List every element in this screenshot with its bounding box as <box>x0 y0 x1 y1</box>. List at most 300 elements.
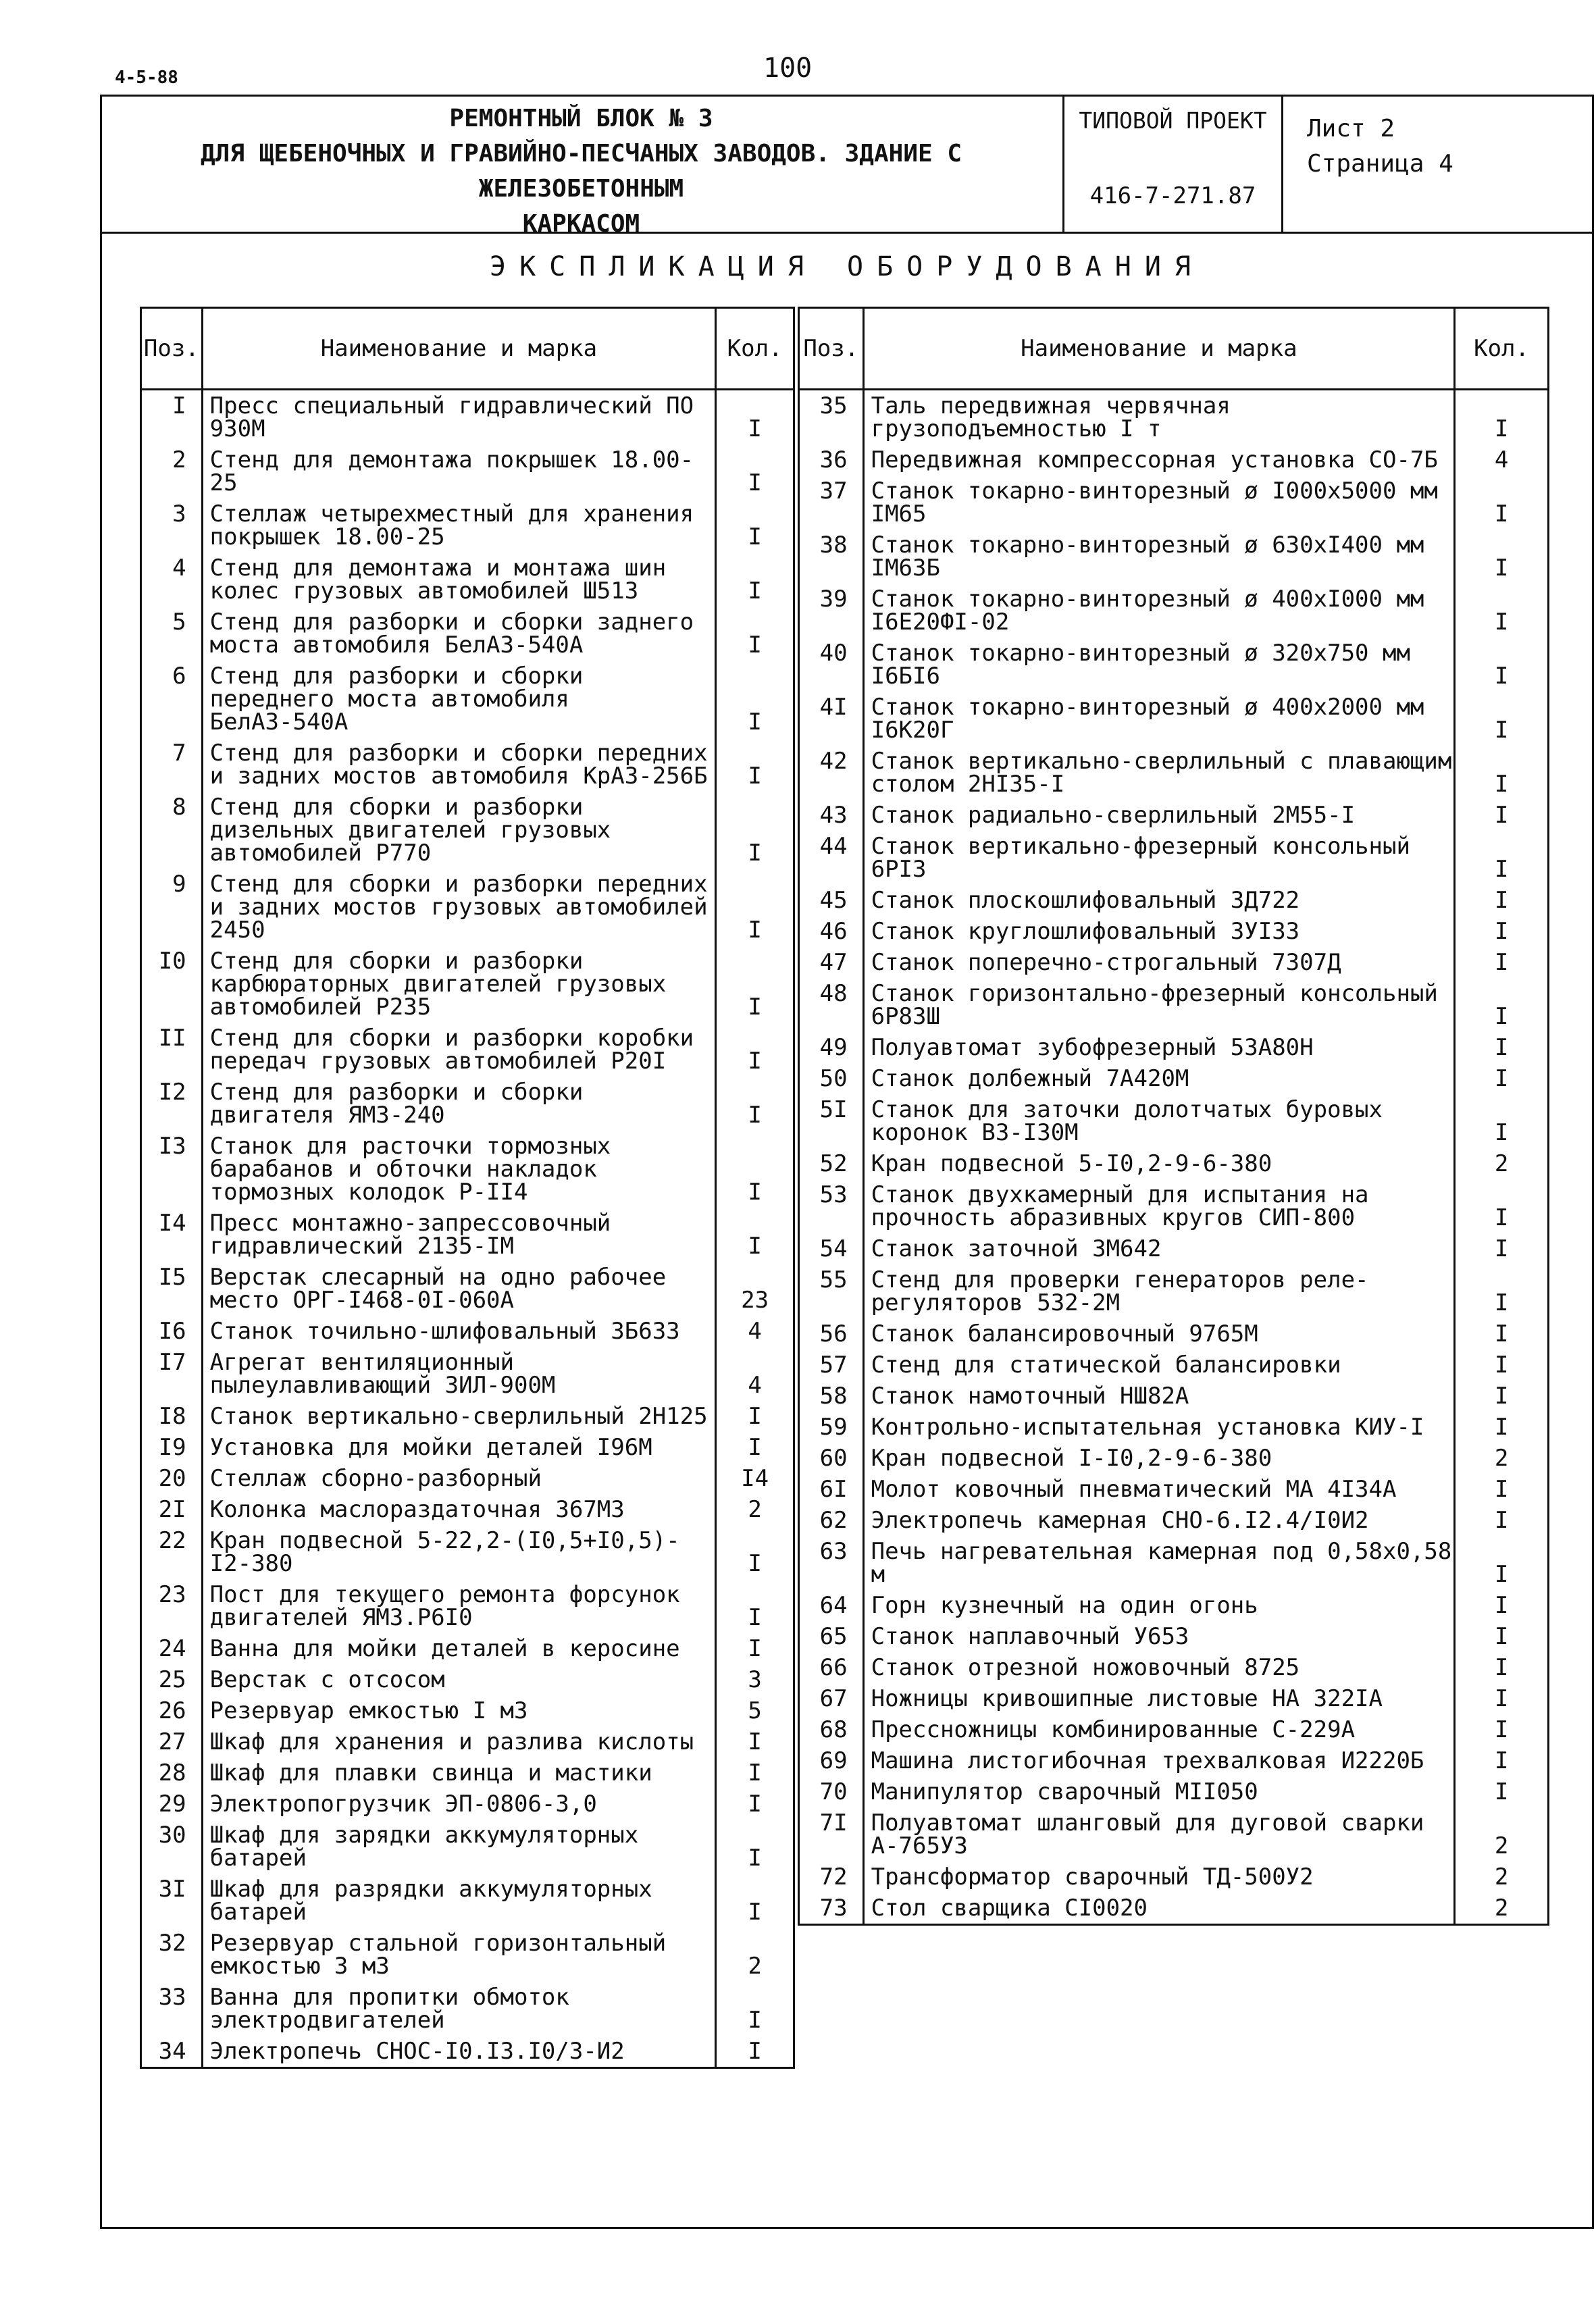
row-name: Верстак слесарный на одно рабочее место ОРГ-I468-0I-060А <box>202 1262 716 1316</box>
row-quantity: 4 <box>1455 444 1549 475</box>
row-quantity: I <box>1455 1590 1549 1621</box>
row-position: 6I <box>799 1474 864 1505</box>
row-quantity: I <box>1455 1621 1549 1652</box>
table-row <box>799 1318 1549 1349</box>
row-quantity: I <box>716 1789 794 1820</box>
table-row <box>799 1683 1549 1714</box>
table-row <box>141 1633 794 1664</box>
table-row <box>141 946 794 1023</box>
header-pos: Поз. <box>141 308 203 390</box>
table-row <box>141 1463 794 1494</box>
row-position: 34 <box>141 2036 203 2068</box>
title-line-1: РЕМОНТНЫЙ БЛОК № 3 <box>449 105 713 132</box>
row-quantity: I <box>1455 1381 1549 1412</box>
table-row <box>799 746 1549 800</box>
row-name: Станок отрезной ножовочный 8725 <box>863 1652 1455 1683</box>
row-name: Молот ковочный пневматический МА 4I34А <box>863 1474 1455 1505</box>
row-quantity: I <box>1455 638 1549 692</box>
row-quantity: I <box>1455 800 1549 831</box>
table-row <box>799 584 1549 638</box>
row-quantity: I <box>1455 947 1549 978</box>
row-position: 66 <box>799 1652 864 1683</box>
row-quantity: I <box>1455 1032 1549 1063</box>
table-row <box>141 1982 794 2036</box>
row-quantity: I <box>716 1525 794 1579</box>
table-row <box>141 1757 794 1789</box>
project-type: ТИПОВОЙ ПРОЕКТ <box>1079 107 1267 134</box>
row-quantity: I <box>1455 475 1549 530</box>
row-quantity: I <box>716 2036 794 2068</box>
table-body <box>799 390 1549 1925</box>
row-quantity: I <box>716 661 794 738</box>
table-row <box>799 978 1549 1032</box>
row-position: 52 <box>799 1148 864 1179</box>
table-row <box>799 1505 1549 1536</box>
equipment-table-right <box>798 307 1549 1926</box>
row-quantity: 4 <box>716 1347 794 1401</box>
row-name: Стенд для статической балансировки <box>863 1349 1455 1381</box>
row-position: 30 <box>141 1820 203 1874</box>
row-position: 9 <box>141 869 203 946</box>
row-position: 68 <box>799 1714 864 1745</box>
row-position: 46 <box>799 916 864 947</box>
table-row <box>141 1726 794 1757</box>
row-quantity: I <box>716 946 794 1023</box>
row-name: Станок токарно-винторезный ø I000х5000 мм IМ65 <box>863 475 1455 530</box>
row-name: Ванна для мойки деталей в керосине <box>202 1633 716 1664</box>
table-row <box>799 1094 1549 1148</box>
row-name: Стенд для сборки и разборки передних и задних мостов грузовых автомобилей 2450 <box>202 869 716 946</box>
row-position: I5 <box>141 1262 203 1316</box>
row-quantity: I <box>716 1874 794 1928</box>
table-row <box>799 475 1549 530</box>
row-position: 3 <box>141 498 203 552</box>
row-quantity: 4 <box>716 1316 794 1347</box>
row-name: Стенд для сборки и разборки коробки передач грузовых автомобилей Р20I <box>202 1023 716 1077</box>
row-position: 3I <box>141 1874 203 1928</box>
row-quantity: I <box>716 1131 794 1208</box>
row-quantity: I <box>716 444 794 498</box>
row-quantity: I <box>716 1023 794 1077</box>
row-name: Станок точильно-шлифовальный 3Б633 <box>202 1316 716 1347</box>
row-quantity: I <box>1455 1412 1549 1443</box>
row-position: 57 <box>799 1349 864 1381</box>
row-position: 7I <box>799 1807 864 1861</box>
row-quantity: I <box>1455 1349 1549 1381</box>
row-position: 22 <box>141 1525 203 1579</box>
table-header <box>141 308 794 390</box>
row-name: Шкаф для зарядки аккумуляторных батарей <box>202 1820 716 1874</box>
row-name: Стеллаж сборно-разборный <box>202 1463 716 1494</box>
project-code: 416-7-271.87 <box>1089 182 1256 209</box>
table-row <box>141 1664 794 1695</box>
row-quantity: I <box>716 607 794 661</box>
row-name: Электропогрузчик ЭП-0806-3,0 <box>202 1789 716 1820</box>
row-name: Станок токарно-винторезный ø 320х750 мм I6БI6 <box>863 638 1455 692</box>
row-position: 32 <box>141 1928 203 1982</box>
row-name: Стол сварщика СI0020 <box>863 1893 1455 1925</box>
table-row <box>141 1525 794 1579</box>
row-position: I0 <box>141 946 203 1023</box>
row-position: 37 <box>799 475 864 530</box>
row-quantity: I <box>716 1432 794 1463</box>
row-quantity: I <box>1455 1063 1549 1094</box>
header-qty: Кол. <box>1455 308 1549 390</box>
row-position: 38 <box>799 530 864 584</box>
row-name: Станок радиально-сверлильный 2М55-I <box>863 800 1455 831</box>
table-row <box>799 1264 1549 1318</box>
document-code: 4-5-88 <box>115 68 178 88</box>
row-position: 2I <box>141 1494 203 1525</box>
row-position: I2 <box>141 1077 203 1131</box>
row-name: Станок долбежный 7А420М <box>863 1063 1455 1094</box>
row-name: Станок заточной 3М642 <box>863 1233 1455 1264</box>
sheet-page: Страница 4 <box>1307 150 1453 178</box>
table-row <box>141 1316 794 1347</box>
row-quantity: 2 <box>1455 1443 1549 1474</box>
row-position: I6 <box>141 1316 203 1347</box>
row-quantity: I <box>716 1726 794 1757</box>
row-quantity: I <box>1455 1683 1549 1714</box>
row-quantity: I <box>1455 1233 1549 1264</box>
row-name: Кран подвесной 5-22,2-(I0,5+I0,5)-I2-380 <box>202 1525 716 1579</box>
table-row <box>799 916 1549 947</box>
table-row <box>141 1695 794 1726</box>
row-name: Стенд для разборки и сборки двигателя ЯМЗ-240 <box>202 1077 716 1131</box>
row-name: Шкаф для разрядки аккумуляторных батарей <box>202 1874 716 1928</box>
page-number: 100 <box>763 53 813 84</box>
table-row <box>799 1233 1549 1264</box>
row-quantity: I <box>716 1208 794 1262</box>
section-title: ЭКСПЛИКАЦИЯ ОБОРУДОВАНИЯ <box>490 251 1204 282</box>
row-quantity: I <box>1455 1776 1549 1807</box>
table-row <box>799 638 1549 692</box>
row-quantity: I <box>1455 746 1549 800</box>
row-quantity: 2 <box>1455 1148 1549 1179</box>
row-name: Трансформатор сварочный ТД-500У2 <box>863 1861 1455 1893</box>
row-name: Резервуар стальной горизонтальный емкостью 3 м3 <box>202 1928 716 1982</box>
table-row <box>799 1063 1549 1094</box>
row-position: 62 <box>799 1505 864 1536</box>
row-quantity: I <box>1455 692 1549 746</box>
row-quantity: I <box>1455 1536 1549 1590</box>
row-quantity: 2 <box>1455 1861 1549 1893</box>
row-quantity: I <box>1455 1505 1549 1536</box>
row-name: Стенд для разборки и сборки переднего моста автомобиля БелАЗ-540А <box>202 661 716 738</box>
table-row <box>799 1536 1549 1590</box>
row-position: 5I <box>799 1094 864 1148</box>
row-position: 4 <box>141 552 203 607</box>
row-quantity: I4 <box>716 1463 794 1494</box>
table-row <box>141 390 794 445</box>
title-block-divider <box>1281 95 1283 234</box>
row-position: 25 <box>141 1664 203 1695</box>
row-quantity: I <box>1455 1318 1549 1349</box>
table-row <box>141 444 794 498</box>
row-position: 44 <box>799 831 864 885</box>
row-position: 65 <box>799 1621 864 1652</box>
table-row <box>799 1652 1549 1683</box>
row-position: 36 <box>799 444 864 475</box>
row-name: Пресс специальный гидравлический ПО 930М <box>202 390 716 445</box>
row-name: Электропечь камерная СНО-6.I2.4/I0И2 <box>863 1505 1455 1536</box>
table-row <box>799 1893 1549 1925</box>
table-row <box>141 1432 794 1463</box>
row-name: Стеллаж четырехместный для хранения покрышек 18.00-25 <box>202 498 716 552</box>
row-position: I7 <box>141 1347 203 1401</box>
table-row <box>799 800 1549 831</box>
row-quantity: 3 <box>716 1664 794 1695</box>
row-position: 42 <box>799 746 864 800</box>
row-quantity: 5 <box>716 1695 794 1726</box>
row-position: 53 <box>799 1179 864 1233</box>
table-row <box>141 661 794 738</box>
row-position: 73 <box>799 1893 864 1925</box>
table-row <box>141 1208 794 1262</box>
row-name: Колонка маслораздаточная 367М3 <box>202 1494 716 1525</box>
row-name: Полуавтомат зубофрезерный 53А80Н <box>863 1032 1455 1063</box>
table-row <box>799 1776 1549 1807</box>
table-row <box>141 1494 794 1525</box>
table-row <box>799 1179 1549 1233</box>
table-row <box>799 1474 1549 1505</box>
row-name: Машина листогибочная трехвалковая И2220Б <box>863 1745 1455 1776</box>
row-quantity: I <box>1455 916 1549 947</box>
row-position: I <box>141 390 203 445</box>
row-name: Установка для мойки деталей I96М <box>202 1432 716 1463</box>
row-quantity: I <box>716 1633 794 1664</box>
row-name: Полуавтомат шланговый для дуговой сварки А-765У3 <box>863 1807 1455 1861</box>
row-name: Ножницы кривошипные листовые НА 322IА <box>863 1683 1455 1714</box>
row-quantity: I <box>716 1820 794 1874</box>
header-name: Наименование и марка <box>202 308 716 390</box>
row-position: 64 <box>799 1590 864 1621</box>
header-pos: Поз. <box>799 308 864 390</box>
row-name: Станок намоточный НШ82А <box>863 1381 1455 1412</box>
table-row <box>799 530 1549 584</box>
row-name: Пресс монтажно-запрессовочный гидравлический 2135-IМ <box>202 1208 716 1262</box>
row-quantity: 2 <box>1455 1807 1549 1861</box>
row-name: Стенд для разборки и сборки заднего моста автомобиля БелАЗ-540А <box>202 607 716 661</box>
row-position: 27 <box>141 1726 203 1757</box>
row-name: Станок плоскошлифовальный 3Д722 <box>863 885 1455 916</box>
row-position: 54 <box>799 1233 864 1264</box>
row-name: Станок круглошлифовальный 3УI33 <box>863 916 1455 947</box>
table-row <box>799 1861 1549 1893</box>
row-position: 43 <box>799 800 864 831</box>
table-row <box>799 1412 1549 1443</box>
row-quantity: I <box>716 1401 794 1432</box>
row-name: Передвижная компрессорная установка СО-7Б <box>863 444 1455 475</box>
table-row <box>799 1745 1549 1776</box>
row-position: 56 <box>799 1318 864 1349</box>
row-position: 7 <box>141 738 203 792</box>
header-name: Наименование и марка <box>863 308 1455 390</box>
row-position: 69 <box>799 1745 864 1776</box>
row-name: Станок наплавочный У653 <box>863 1621 1455 1652</box>
row-name: Станок токарно-винторезный ø 400хI000 мм I6Е20ФI-02 <box>863 584 1455 638</box>
row-quantity: I <box>716 1757 794 1789</box>
row-name: Станок балансировочный 9765М <box>863 1318 1455 1349</box>
table-row <box>799 1381 1549 1412</box>
row-name: Станок поперечно-строгальный 7307Д <box>863 947 1455 978</box>
row-name: Станок двухкамерный для испытания на прочность абразивных кругов СИП-800 <box>863 1179 1455 1233</box>
row-name: Станок для заточки долотчатых буровых коронок ВЗ-I30М <box>863 1094 1455 1148</box>
row-name: Кран подвесной 5-I0,2-9-6-380 <box>863 1148 1455 1179</box>
table-row <box>799 831 1549 885</box>
row-name: Ванна для пропитки обмоток электродвигателей <box>202 1982 716 2036</box>
table-header <box>799 308 1549 390</box>
table-row <box>141 1023 794 1077</box>
table-row <box>141 1928 794 1982</box>
row-position: 28 <box>141 1757 203 1789</box>
row-name: Манипулятор сварочный МII050 <box>863 1776 1455 1807</box>
row-name: Контрольно-испытательная установка КИУ-I <box>863 1412 1455 1443</box>
row-name: Стенд для сборки и разборки дизельных двигателей грузовых автомобилей Р770 <box>202 792 716 869</box>
row-name: Верстак с отсосом <box>202 1664 716 1695</box>
row-position: 39 <box>799 584 864 638</box>
sheet-info <box>1307 111 1453 182</box>
row-name: Стенд для сборки и разборки карбюраторных двигателей грузовых автомобилей Р235 <box>202 946 716 1023</box>
row-position: 26 <box>141 1695 203 1726</box>
row-name: Агрегат вентиляционный пылеулавливающий ЗИЛ-900М <box>202 1347 716 1401</box>
row-position: 45 <box>799 885 864 916</box>
row-name: Станок токарно-винторезный ø 630хI400 мм IМ63Б <box>863 530 1455 584</box>
row-position: 6 <box>141 661 203 738</box>
row-quantity: I <box>716 792 794 869</box>
row-position: 29 <box>141 1789 203 1820</box>
table-body <box>141 390 794 2068</box>
row-name: Стенд для демонтажа и монтажа шин колес грузовых автомобилей Ш513 <box>202 552 716 607</box>
row-position: 60 <box>799 1443 864 1474</box>
row-name: Станок вертикально-сверлильный с плавающим столом 2НI35-I <box>863 746 1455 800</box>
row-quantity: I <box>1455 978 1549 1032</box>
row-name: Стенд для разборки и сборки передних и задних мостов автомобиля КрАЗ-256Б <box>202 738 716 792</box>
row-name: Пост для текущего ремонта форсунок двигателей ЯМЗ.Р6I0 <box>202 1579 716 1633</box>
row-name: Станок вертикально-фрезерный консольный 6РI3 <box>863 831 1455 885</box>
table-row <box>141 738 794 792</box>
row-position: 20 <box>141 1463 203 1494</box>
row-quantity: I <box>1455 1094 1549 1148</box>
row-position: 50 <box>799 1063 864 1094</box>
row-quantity: I <box>1455 1264 1549 1318</box>
row-quantity: I <box>1455 584 1549 638</box>
header-qty: Кол. <box>716 308 794 390</box>
row-position: 35 <box>799 390 864 445</box>
row-position: 55 <box>799 1264 864 1318</box>
equipment-table-left <box>140 307 795 2069</box>
row-quantity: I <box>1455 1474 1549 1505</box>
table-row <box>141 1347 794 1401</box>
row-position: 24 <box>141 1633 203 1664</box>
row-quantity: I <box>1455 885 1549 916</box>
table-row <box>799 1590 1549 1621</box>
table-row <box>141 2036 794 2068</box>
table-row <box>141 1401 794 1432</box>
table-row <box>141 498 794 552</box>
table-row <box>141 607 794 661</box>
row-position: 40 <box>799 638 864 692</box>
row-name: Резервуар емкостью I м3 <box>202 1695 716 1726</box>
table-row <box>799 885 1549 916</box>
table-row <box>799 1621 1549 1652</box>
table-row <box>799 1032 1549 1063</box>
row-position: 59 <box>799 1412 864 1443</box>
row-name: Горн кузнечный на один огонь <box>863 1590 1455 1621</box>
table-row <box>141 792 794 869</box>
row-position: 63 <box>799 1536 864 1590</box>
table-row <box>799 444 1549 475</box>
table-row <box>799 1714 1549 1745</box>
row-quantity: I <box>1455 1714 1549 1745</box>
row-quantity: I <box>1455 530 1549 584</box>
table-row <box>141 1579 794 1633</box>
row-position: 48 <box>799 978 864 1032</box>
row-name: Станок горизонтально-фрезерный консольный 6Р83Ш <box>863 978 1455 1032</box>
title-line-3: КАРКАСОМ <box>522 210 640 238</box>
row-position: I4 <box>141 1208 203 1262</box>
table-row <box>141 1789 794 1820</box>
table-row <box>141 1820 794 1874</box>
row-position: 23 <box>141 1579 203 1633</box>
table-row <box>799 1148 1549 1179</box>
row-name: Станок для расточки тормозных барабанов и обточки накладок тормозных колодок Р-II4 <box>202 1131 716 1208</box>
row-position: I8 <box>141 1401 203 1432</box>
row-name: Электропечь СНОС-I0.I3.I0/3-И2 <box>202 2036 716 2068</box>
row-position: I3 <box>141 1131 203 1208</box>
table-row <box>799 1443 1549 1474</box>
row-name: Стенд для проверки генераторов реле-регуляторов 532-2М <box>863 1264 1455 1318</box>
row-position: 67 <box>799 1683 864 1714</box>
row-quantity: I <box>716 552 794 607</box>
row-quantity: I <box>716 1077 794 1131</box>
row-quantity: 2 <box>1455 1893 1549 1925</box>
row-position: I9 <box>141 1432 203 1463</box>
row-position: 47 <box>799 947 864 978</box>
row-quantity: 2 <box>716 1928 794 1982</box>
row-position: II <box>141 1023 203 1077</box>
row-name: Шкаф для хранения и разлива кислоты <box>202 1726 716 1757</box>
row-quantity: 23 <box>716 1262 794 1316</box>
row-quantity: I <box>716 1579 794 1633</box>
row-name: Таль передвижная червячная грузоподъемностью I т <box>863 390 1455 445</box>
row-quantity: 2 <box>716 1494 794 1525</box>
sheet-number: Лист 2 <box>1307 115 1395 143</box>
table-row <box>799 692 1549 746</box>
row-quantity: I <box>1455 390 1549 445</box>
table-row <box>141 1262 794 1316</box>
title-line-2: ДЛЯ ЩЕБЕНОЧНЫХ И ГРАВИЙНО-ПЕСЧАНЫХ ЗАВОДОВ. ЗДАНИЕ С ЖЕЛЕЗОБЕТОННЫМ <box>200 140 962 203</box>
row-quantity: I <box>716 390 794 445</box>
row-quantity: I <box>716 1982 794 2036</box>
row-name: Кран подвесной I-I0,2-9-6-380 <box>863 1443 1455 1474</box>
table-row <box>141 1874 794 1928</box>
table-row <box>141 1077 794 1131</box>
row-quantity: I <box>1455 831 1549 885</box>
row-position: 4I <box>799 692 864 746</box>
row-quantity: I <box>1455 1179 1549 1233</box>
table-row <box>141 1131 794 1208</box>
row-position: 49 <box>799 1032 864 1063</box>
row-position: 2 <box>141 444 203 498</box>
row-position: 8 <box>141 792 203 869</box>
row-name: Стенд для демонтажа покрышек 18.00-25 <box>202 444 716 498</box>
row-quantity: I <box>716 738 794 792</box>
row-name: Шкаф для плавки свинца и мастики <box>202 1757 716 1789</box>
table-row <box>799 1349 1549 1381</box>
row-quantity: I <box>716 498 794 552</box>
row-position: 5 <box>141 607 203 661</box>
